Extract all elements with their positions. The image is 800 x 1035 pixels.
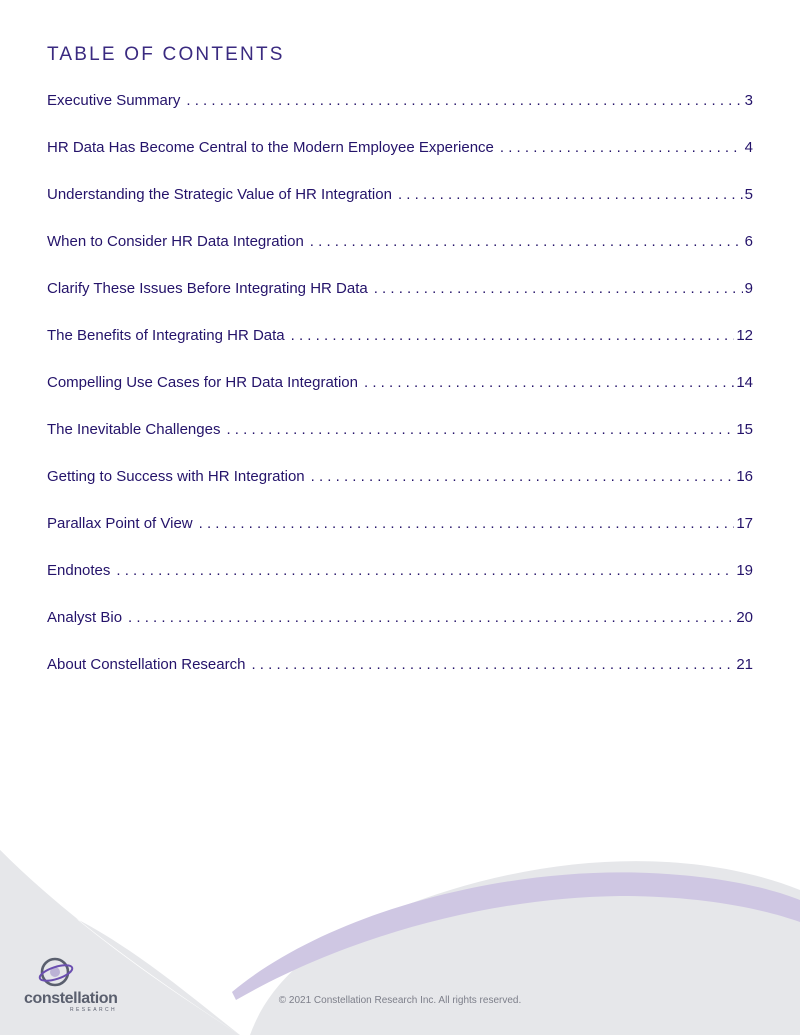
- toc-entry-page: 17: [736, 515, 753, 532]
- toc-entry-label: HR Data Has Become Central to the Modern Employee Experience: [47, 139, 494, 156]
- toc-dot-leader: [112, 562, 734, 579]
- toc-dot-leader: [307, 468, 735, 485]
- toc-entry-label: Endnotes: [47, 562, 111, 579]
- toc-dot-leader: [287, 327, 735, 344]
- toc-dot-leader: [360, 374, 734, 391]
- toc-entry[interactable]: [47, 374, 753, 421]
- toc-entry-page: 12: [736, 327, 753, 344]
- toc-entry[interactable]: [47, 609, 753, 656]
- toc-dot-leader: [394, 186, 743, 203]
- toc-dot-leader: [182, 92, 742, 109]
- toc-entry-label: About Constellation Research: [47, 656, 246, 673]
- toc-entry[interactable]: [47, 139, 753, 186]
- toc-entry-page: 14: [736, 374, 753, 391]
- toc-entry-page: 21: [736, 656, 753, 673]
- toc-entry[interactable]: [47, 468, 753, 515]
- page-title: TABLE OF CONTENTS: [47, 44, 285, 65]
- toc-entry-label: Analyst Bio: [47, 609, 123, 626]
- toc-entry-label: Getting to Success with HR Integration: [47, 468, 305, 485]
- toc-entry[interactable]: [47, 92, 753, 139]
- toc-entry-page: 9: [744, 280, 753, 297]
- toc-entry-label: Executive Summary: [47, 92, 181, 109]
- toc-entry[interactable]: [47, 515, 753, 562]
- logo-subtitle: RESEARCH: [70, 1007, 117, 1013]
- toc-entry-page: 3: [744, 92, 753, 109]
- toc-entry-page: 5: [744, 186, 753, 203]
- toc-dot-leader: [496, 139, 743, 156]
- toc-dot-leader: [306, 233, 743, 250]
- toc-entry[interactable]: [47, 280, 753, 327]
- toc-dot-leader: [195, 515, 735, 532]
- toc-dot-leader: [124, 609, 734, 626]
- toc-entry[interactable]: [47, 233, 753, 280]
- toc-entry-page: 6: [744, 233, 753, 250]
- logo-wordmark: constellation: [24, 990, 118, 1007]
- toc-entry-page: 19: [736, 562, 753, 579]
- toc-entry[interactable]: [47, 421, 753, 468]
- toc-entry-page: 16: [736, 468, 753, 485]
- toc-entry-page: 20: [736, 609, 753, 626]
- toc-entry[interactable]: [47, 186, 753, 233]
- toc-entry-label: When to Consider HR Data Integration: [47, 233, 304, 250]
- toc-dot-leader: [222, 421, 734, 438]
- toc-entry-page: 15: [736, 421, 753, 438]
- copyright-notice: © 2021 Constellation Research Inc. All rights reserved.: [278, 995, 522, 1006]
- toc-entry-label: Understanding the Strategic Value of HR Integration: [47, 186, 392, 203]
- toc-entry-label: Compelling Use Cases for HR Data Integration: [47, 374, 358, 391]
- toc-entry-label: The Benefits of Integrating HR Data: [47, 327, 285, 344]
- toc-entry[interactable]: [47, 562, 753, 609]
- toc-dot-leader: [370, 280, 743, 297]
- toc-entry-label: Clarify These Issues Before Integrating HR Data: [47, 280, 368, 297]
- toc-entry[interactable]: [47, 327, 753, 374]
- toc-dot-leader: [247, 656, 734, 673]
- table-of-contents: [47, 92, 753, 703]
- toc-entry-label: Parallax Point of View: [47, 515, 193, 532]
- toc-entry-page: 4: [744, 139, 753, 156]
- toc-entry-label: The Inevitable Challenges: [47, 421, 221, 438]
- toc-entry[interactable]: [47, 656, 753, 703]
